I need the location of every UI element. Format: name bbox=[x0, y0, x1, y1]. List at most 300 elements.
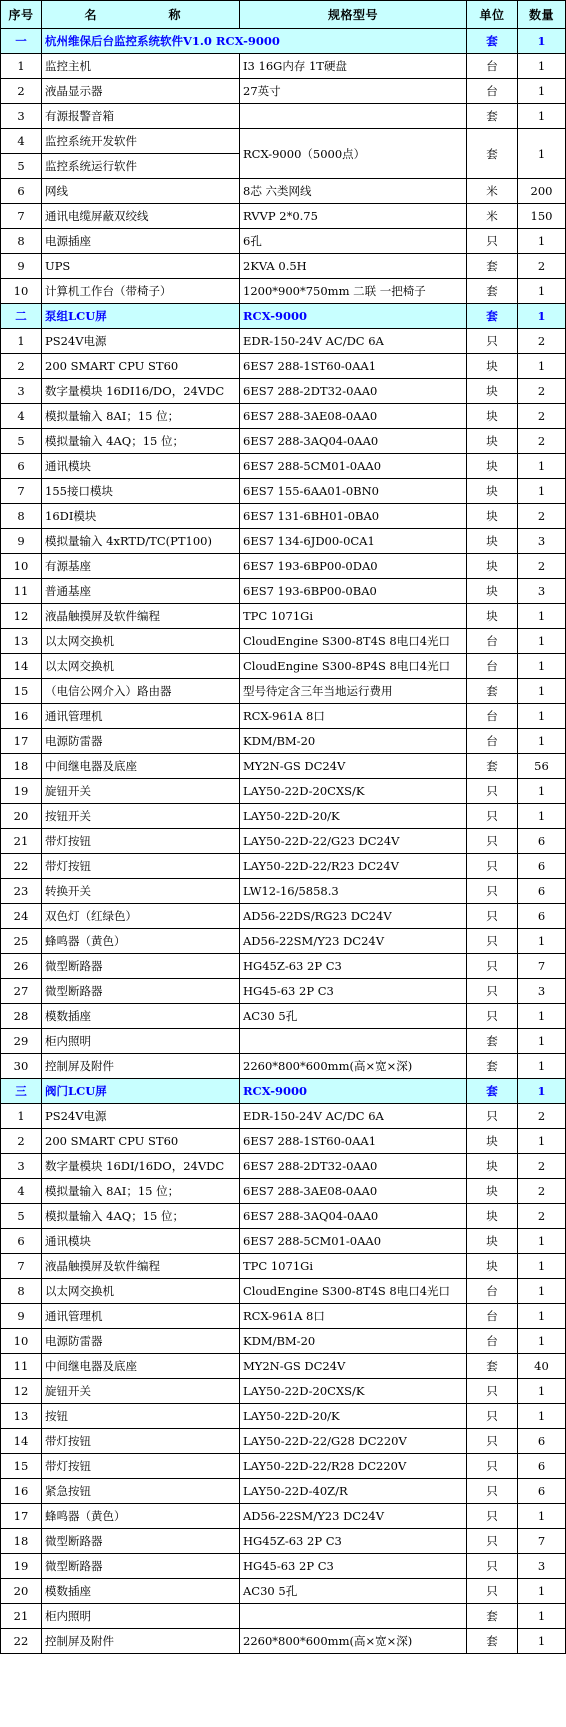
item-qty: 2 bbox=[518, 504, 566, 529]
table-row bbox=[1, 579, 566, 604]
section-row bbox=[1, 1079, 566, 1104]
table-row bbox=[1, 1004, 566, 1029]
row-number: 8 bbox=[1, 1279, 42, 1304]
item-name: 155接口模块 bbox=[42, 479, 240, 504]
item-spec: RCX-9000（5000点） bbox=[240, 129, 467, 179]
table-row bbox=[1, 1379, 566, 1404]
item-qty: 1 bbox=[518, 1504, 566, 1529]
item-name: 模数插座 bbox=[42, 1004, 240, 1029]
item-name: 数字量模块 16DI/16DO，24VDC bbox=[42, 1154, 240, 1179]
section-row bbox=[1, 304, 566, 329]
item-spec: CloudEngine S300-8P4S 8电口4光口 bbox=[240, 654, 467, 679]
item-qty: 1 bbox=[518, 104, 566, 129]
table-row bbox=[1, 254, 566, 279]
row-number: 17 bbox=[1, 1504, 42, 1529]
row-number: 9 bbox=[1, 1304, 42, 1329]
table-row bbox=[1, 1504, 566, 1529]
row-number: 22 bbox=[1, 1629, 42, 1654]
item-qty: 2 bbox=[518, 379, 566, 404]
item-qty: 1 bbox=[518, 304, 566, 329]
row-number: 13 bbox=[1, 1404, 42, 1429]
item-name: 模拟量输入 8AI；15 位； bbox=[42, 1179, 240, 1204]
item-qty: 1 bbox=[518, 54, 566, 79]
item-spec: AD56-22DS/RG23 DC24V bbox=[240, 904, 467, 929]
item-unit: 台 bbox=[467, 654, 518, 679]
row-number: 1 bbox=[1, 329, 42, 354]
row-number: 1 bbox=[1, 54, 42, 79]
item-qty: 1 bbox=[518, 1304, 566, 1329]
item-spec: 27英寸 bbox=[240, 79, 467, 104]
item-spec: 型号待定含三年当地运行费用 bbox=[240, 679, 467, 704]
item-unit: 块 bbox=[467, 354, 518, 379]
item-unit: 块 bbox=[467, 429, 518, 454]
row-number: 一 bbox=[1, 29, 42, 54]
item-spec: 8芯 六类网线 bbox=[240, 179, 467, 204]
table-row bbox=[1, 1029, 566, 1054]
item-spec: CloudEngine S300-8T4S 8电口4光口 bbox=[240, 629, 467, 654]
item-unit: 只 bbox=[467, 1379, 518, 1404]
item-name: 按钮开关 bbox=[42, 804, 240, 829]
item-name: 微型断路器 bbox=[42, 954, 240, 979]
row-number: 2 bbox=[1, 354, 42, 379]
item-spec bbox=[240, 1604, 467, 1629]
section-row bbox=[1, 29, 566, 54]
item-spec: 1200*900*750mm 二联 一把椅子 bbox=[240, 279, 467, 304]
item-qty: 1 bbox=[518, 1379, 566, 1404]
item-qty: 1 bbox=[518, 604, 566, 629]
item-spec: KDM/BM-20 bbox=[240, 1329, 467, 1354]
item-unit: 套 bbox=[467, 1629, 518, 1654]
item-spec: RCX-961A 8口 bbox=[240, 1304, 467, 1329]
row-number: 14 bbox=[1, 654, 42, 679]
table-row bbox=[1, 1429, 566, 1454]
table-row bbox=[1, 1454, 566, 1479]
item-unit: 只 bbox=[467, 1004, 518, 1029]
item-qty: 2 bbox=[518, 1154, 566, 1179]
item-spec: 6ES7 288-5CM01-0AA0 bbox=[240, 454, 467, 479]
item-name: 16DI模块 bbox=[42, 504, 240, 529]
item-name: 模拟量输入 8AI；15 位； bbox=[42, 404, 240, 429]
row-number: 12 bbox=[1, 1379, 42, 1404]
item-unit: 套 bbox=[467, 254, 518, 279]
row-number: 11 bbox=[1, 579, 42, 604]
section-title: 杭州维保后台监控系统软件V1.0 RCX-9000 bbox=[42, 29, 467, 54]
table-row bbox=[1, 1329, 566, 1354]
item-spec: AC30 5孔 bbox=[240, 1004, 467, 1029]
row-number: 15 bbox=[1, 679, 42, 704]
table-header-row bbox=[1, 1, 566, 29]
item-spec: CloudEngine S300-8T4S 8电口4光口 bbox=[240, 1279, 467, 1304]
table-row bbox=[1, 129, 566, 154]
item-unit: 块 bbox=[467, 1154, 518, 1179]
table-row bbox=[1, 904, 566, 929]
table-row bbox=[1, 804, 566, 829]
table-row bbox=[1, 1104, 566, 1129]
item-unit: 套 bbox=[467, 1604, 518, 1629]
item-spec: 6ES7 131-6BH01-0BA0 bbox=[240, 504, 467, 529]
item-spec: HG45Z-63 2P C3 bbox=[240, 1529, 467, 1554]
item-unit: 台 bbox=[467, 1329, 518, 1354]
table-row bbox=[1, 779, 566, 804]
item-name: 微型断路器 bbox=[42, 1529, 240, 1554]
item-spec: 2KVA 0.5H bbox=[240, 254, 467, 279]
item-unit: 只 bbox=[467, 1404, 518, 1429]
item-unit: 块 bbox=[467, 579, 518, 604]
header-qty: 数量 bbox=[518, 1, 566, 29]
item-qty: 1 bbox=[518, 354, 566, 379]
table-row bbox=[1, 204, 566, 229]
item-name: 以太网交换机 bbox=[42, 654, 240, 679]
table-row bbox=[1, 1279, 566, 1304]
row-number: 4 bbox=[1, 129, 42, 154]
item-unit: 块 bbox=[467, 529, 518, 554]
item-name: 电源防雷器 bbox=[42, 1329, 240, 1354]
table-row bbox=[1, 1529, 566, 1554]
item-spec: MY2N-GS DC24V bbox=[240, 1354, 467, 1379]
item-qty: 1 bbox=[518, 1579, 566, 1604]
table-row bbox=[1, 1604, 566, 1629]
item-qty: 2 bbox=[518, 254, 566, 279]
item-spec bbox=[240, 104, 467, 129]
row-number: 16 bbox=[1, 704, 42, 729]
item-unit: 台 bbox=[467, 629, 518, 654]
row-number: 3 bbox=[1, 379, 42, 404]
row-number: 22 bbox=[1, 854, 42, 879]
item-name: 中间继电器及底座 bbox=[42, 1354, 240, 1379]
header-name: 名 称 bbox=[42, 1, 240, 29]
item-unit: 块 bbox=[467, 479, 518, 504]
row-number: 3 bbox=[1, 1154, 42, 1179]
section-model: RCX-9000 bbox=[240, 304, 467, 329]
item-spec: 6ES7 288-3AQ04-0AA0 bbox=[240, 1204, 467, 1229]
item-unit: 只 bbox=[467, 1104, 518, 1129]
item-name: 液晶显示器 bbox=[42, 79, 240, 104]
item-unit: 只 bbox=[467, 779, 518, 804]
item-name: 通讯管理机 bbox=[42, 1304, 240, 1329]
item-name: 蜂鸣器（黄色） bbox=[42, 929, 240, 954]
item-name: 模拟量输入 4AQ；15 位； bbox=[42, 1204, 240, 1229]
item-qty: 6 bbox=[518, 1479, 566, 1504]
item-unit: 套 bbox=[467, 1354, 518, 1379]
item-qty: 2 bbox=[518, 1104, 566, 1129]
item-unit: 台 bbox=[467, 1304, 518, 1329]
item-qty: 3 bbox=[518, 1554, 566, 1579]
row-number: 30 bbox=[1, 1054, 42, 1079]
item-spec: MY2N-GS DC24V bbox=[240, 754, 467, 779]
header-unit: 单位 bbox=[467, 1, 518, 29]
row-number: 25 bbox=[1, 929, 42, 954]
table-row bbox=[1, 929, 566, 954]
row-number: 6 bbox=[1, 454, 42, 479]
row-number: 11 bbox=[1, 1354, 42, 1379]
item-qty: 2 bbox=[518, 404, 566, 429]
item-unit: 块 bbox=[467, 404, 518, 429]
row-number: 6 bbox=[1, 179, 42, 204]
item-unit: 只 bbox=[467, 1454, 518, 1479]
item-qty: 1 bbox=[518, 929, 566, 954]
row-number: 28 bbox=[1, 1004, 42, 1029]
table-row bbox=[1, 604, 566, 629]
item-qty: 1 bbox=[518, 1279, 566, 1304]
row-number: 二 bbox=[1, 304, 42, 329]
item-unit: 块 bbox=[467, 1254, 518, 1279]
item-unit: 块 bbox=[467, 454, 518, 479]
item-spec: 6ES7 288-3AE08-0AA0 bbox=[240, 404, 467, 429]
item-spec: HG45-63 2P C3 bbox=[240, 979, 467, 1004]
row-number: 5 bbox=[1, 429, 42, 454]
row-number: 10 bbox=[1, 279, 42, 304]
item-unit: 台 bbox=[467, 729, 518, 754]
row-number: 7 bbox=[1, 1254, 42, 1279]
item-qty: 2 bbox=[518, 1204, 566, 1229]
item-name: 带灯按钮 bbox=[42, 1429, 240, 1454]
item-name: 监控主机 bbox=[42, 54, 240, 79]
item-unit: 块 bbox=[467, 554, 518, 579]
item-spec: EDR-150-24V AC/DC 6A bbox=[240, 1104, 467, 1129]
item-spec: 6ES7 288-1ST60-0AA1 bbox=[240, 1129, 467, 1154]
table-row bbox=[1, 404, 566, 429]
item-qty: 1 bbox=[518, 1629, 566, 1654]
item-unit: 只 bbox=[467, 1579, 518, 1604]
table-row bbox=[1, 879, 566, 904]
row-number: 9 bbox=[1, 254, 42, 279]
row-number: 19 bbox=[1, 779, 42, 804]
item-qty: 6 bbox=[518, 829, 566, 854]
row-number: 2 bbox=[1, 1129, 42, 1154]
item-name: 通讯模块 bbox=[42, 454, 240, 479]
item-name: 通讯模块 bbox=[42, 1229, 240, 1254]
item-qty: 40 bbox=[518, 1354, 566, 1379]
item-spec: 6ES7 288-5CM01-0AA0 bbox=[240, 1229, 467, 1254]
item-qty: 7 bbox=[518, 1529, 566, 1554]
item-unit: 只 bbox=[467, 904, 518, 929]
item-name: 普通基座 bbox=[42, 579, 240, 604]
item-name: 中间继电器及底座 bbox=[42, 754, 240, 779]
item-spec: RVVP 2*0.75 bbox=[240, 204, 467, 229]
item-unit: 只 bbox=[467, 329, 518, 354]
item-qty: 200 bbox=[518, 179, 566, 204]
item-qty: 1 bbox=[518, 79, 566, 104]
header-no: 序号 bbox=[1, 1, 42, 29]
table-row bbox=[1, 329, 566, 354]
table-row bbox=[1, 854, 566, 879]
item-name: 通讯管理机 bbox=[42, 704, 240, 729]
item-name: PS24V电源 bbox=[42, 1104, 240, 1129]
item-unit: 块 bbox=[467, 604, 518, 629]
item-unit: 只 bbox=[467, 854, 518, 879]
table-row bbox=[1, 429, 566, 454]
item-name: 微型断路器 bbox=[42, 979, 240, 1004]
item-unit: 台 bbox=[467, 704, 518, 729]
row-number: 2 bbox=[1, 79, 42, 104]
item-qty: 1 bbox=[518, 679, 566, 704]
table-row bbox=[1, 529, 566, 554]
item-spec: 6ES7 288-3AQ04-0AA0 bbox=[240, 429, 467, 454]
item-qty: 1 bbox=[518, 454, 566, 479]
item-spec: TPC 1071Gi bbox=[240, 1254, 467, 1279]
item-name: 按钮 bbox=[42, 1404, 240, 1429]
row-number: 4 bbox=[1, 404, 42, 429]
item-spec: 6ES7 288-3AE08-0AA0 bbox=[240, 1179, 467, 1204]
row-number: 18 bbox=[1, 1529, 42, 1554]
item-qty: 6 bbox=[518, 1429, 566, 1454]
section-model: RCX-9000 bbox=[240, 1079, 467, 1104]
item-qty: 6 bbox=[518, 1454, 566, 1479]
table-row bbox=[1, 454, 566, 479]
table-row bbox=[1, 104, 566, 129]
item-spec: LW12-16/5858.3 bbox=[240, 879, 467, 904]
item-unit: 套 bbox=[467, 129, 518, 179]
item-unit: 套 bbox=[467, 1029, 518, 1054]
item-name: 200 SMART CPU ST60 bbox=[42, 354, 240, 379]
table-row bbox=[1, 1629, 566, 1654]
row-number: 5 bbox=[1, 1204, 42, 1229]
item-qty: 1 bbox=[518, 279, 566, 304]
item-spec: AC30 5孔 bbox=[240, 1579, 467, 1604]
row-number: 18 bbox=[1, 754, 42, 779]
table-row bbox=[1, 1554, 566, 1579]
item-unit: 块 bbox=[467, 1129, 518, 1154]
item-unit: 只 bbox=[467, 1529, 518, 1554]
item-name: 紧急按钮 bbox=[42, 1479, 240, 1504]
table-row bbox=[1, 629, 566, 654]
item-qty: 2 bbox=[518, 1179, 566, 1204]
item-unit: 套 bbox=[467, 279, 518, 304]
row-number: 21 bbox=[1, 1604, 42, 1629]
item-qty: 1 bbox=[518, 129, 566, 179]
item-name: 200 SMART CPU ST60 bbox=[42, 1129, 240, 1154]
item-name: 控制屏及附件 bbox=[42, 1629, 240, 1654]
item-unit: 米 bbox=[467, 179, 518, 204]
row-number: 29 bbox=[1, 1029, 42, 1054]
item-qty: 6 bbox=[518, 854, 566, 879]
item-name: 控制屏及附件 bbox=[42, 1054, 240, 1079]
table-row bbox=[1, 1229, 566, 1254]
table-row bbox=[1, 1479, 566, 1504]
table-row bbox=[1, 754, 566, 779]
item-unit: 只 bbox=[467, 804, 518, 829]
table-body bbox=[1, 29, 566, 1654]
item-name: 网线 bbox=[42, 179, 240, 204]
item-name: 电源防雷器 bbox=[42, 729, 240, 754]
table-row bbox=[1, 829, 566, 854]
row-number: 17 bbox=[1, 729, 42, 754]
item-name: 转换开关 bbox=[42, 879, 240, 904]
item-name: 数字量模块 16DI16/DO，24VDC bbox=[42, 379, 240, 404]
item-spec: 6ES7 155-6AA01-0BN0 bbox=[240, 479, 467, 504]
row-number: 27 bbox=[1, 979, 42, 1004]
item-name: 旋钮开关 bbox=[42, 1379, 240, 1404]
item-qty: 1 bbox=[518, 1404, 566, 1429]
item-spec: LAY50-22D-20CXS/K bbox=[240, 779, 467, 804]
item-name: 有源基座 bbox=[42, 554, 240, 579]
item-qty: 1 bbox=[518, 1254, 566, 1279]
item-spec: AD56-22SM/Y23 DC24V bbox=[240, 1504, 467, 1529]
row-number: 24 bbox=[1, 904, 42, 929]
item-name: UPS bbox=[42, 254, 240, 279]
row-number: 10 bbox=[1, 1329, 42, 1354]
row-number: 20 bbox=[1, 804, 42, 829]
item-name: 电源插座 bbox=[42, 229, 240, 254]
table-row bbox=[1, 1254, 566, 1279]
item-unit: 台 bbox=[467, 79, 518, 104]
item-name: 模数插座 bbox=[42, 1579, 240, 1604]
row-number: 26 bbox=[1, 954, 42, 979]
table-row bbox=[1, 279, 566, 304]
item-name: 通讯电缆屏蔽双绞线 bbox=[42, 204, 240, 229]
item-name: 带灯按钮 bbox=[42, 1454, 240, 1479]
item-name: 以太网交换机 bbox=[42, 1279, 240, 1304]
row-number: 1 bbox=[1, 1104, 42, 1129]
item-name: 柜内照明 bbox=[42, 1029, 240, 1054]
table-row bbox=[1, 654, 566, 679]
row-number: 10 bbox=[1, 554, 42, 579]
item-unit: 只 bbox=[467, 979, 518, 1004]
item-unit: 只 bbox=[467, 929, 518, 954]
item-name: 带灯按钮 bbox=[42, 854, 240, 879]
table-row bbox=[1, 679, 566, 704]
item-spec: LAY50-22D-22/R28 DC220V bbox=[240, 1454, 467, 1479]
row-number: 3 bbox=[1, 104, 42, 129]
item-qty: 1 bbox=[518, 654, 566, 679]
item-qty: 3 bbox=[518, 529, 566, 554]
table-row bbox=[1, 1129, 566, 1154]
item-qty: 2 bbox=[518, 329, 566, 354]
row-number: 7 bbox=[1, 204, 42, 229]
item-qty: 6 bbox=[518, 879, 566, 904]
table-row bbox=[1, 229, 566, 254]
table-row bbox=[1, 1354, 566, 1379]
item-spec: HG45-63 2P C3 bbox=[240, 1554, 467, 1579]
item-unit: 套 bbox=[467, 29, 518, 54]
table-row bbox=[1, 1054, 566, 1079]
item-spec: LAY50-22D-20/K bbox=[240, 1404, 467, 1429]
row-number: 21 bbox=[1, 829, 42, 854]
item-name: 液晶触摸屏及软件编程 bbox=[42, 1254, 240, 1279]
item-name: 模拟量输入 4AQ；15 位； bbox=[42, 429, 240, 454]
item-unit: 只 bbox=[467, 879, 518, 904]
item-name: 旋钮开关 bbox=[42, 779, 240, 804]
table-row bbox=[1, 1404, 566, 1429]
item-qty: 1 bbox=[518, 729, 566, 754]
item-spec: AD56-22SM/Y23 DC24V bbox=[240, 929, 467, 954]
item-qty: 1 bbox=[518, 804, 566, 829]
table-row bbox=[1, 479, 566, 504]
item-name: （电信公网介入）路由器 bbox=[42, 679, 240, 704]
item-spec: I3 16G内存 1T硬盘 bbox=[240, 54, 467, 79]
item-name: 监控系统运行软件 bbox=[42, 154, 240, 179]
item-unit: 只 bbox=[467, 954, 518, 979]
item-unit: 台 bbox=[467, 54, 518, 79]
item-unit: 只 bbox=[467, 829, 518, 854]
item-name: PS24V电源 bbox=[42, 329, 240, 354]
item-qty: 1 bbox=[518, 1054, 566, 1079]
item-name: 计算机工作台（带椅子） bbox=[42, 279, 240, 304]
item-qty: 1 bbox=[518, 704, 566, 729]
row-number: 12 bbox=[1, 604, 42, 629]
item-unit: 块 bbox=[467, 1179, 518, 1204]
section-title: 泵组LCU屏 bbox=[42, 304, 240, 329]
header-spec: 规格型号 bbox=[240, 1, 467, 29]
item-spec: LAY50-22D-22/G23 DC24V bbox=[240, 829, 467, 854]
row-number: 20 bbox=[1, 1579, 42, 1604]
row-number: 5 bbox=[1, 154, 42, 179]
item-spec: EDR-150-24V AC/DC 6A bbox=[240, 329, 467, 354]
table-row bbox=[1, 1154, 566, 1179]
item-unit: 块 bbox=[467, 1204, 518, 1229]
item-qty: 1 bbox=[518, 1604, 566, 1629]
item-unit: 块 bbox=[467, 379, 518, 404]
